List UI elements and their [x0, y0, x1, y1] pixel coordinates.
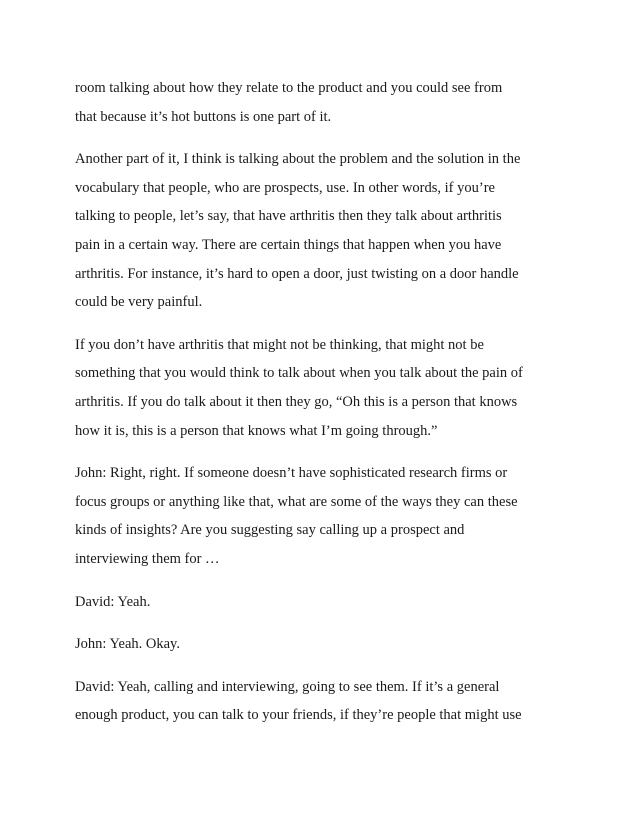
text-line: vocabulary that people, who are prospects, use. In other words, if you’re	[75, 179, 495, 196]
text-line: enough product, you can talk to your friends, if they’re people that might use	[75, 707, 522, 724]
text-line: room talking about how they relate to the product and you could see from	[75, 80, 503, 96]
text-line: could be very painful.	[75, 294, 203, 311]
paragraph-5	[75, 588, 575, 617]
text-line: something that you would think to talk about when you talk about the pain of	[75, 365, 523, 382]
paragraph-4	[75, 459, 575, 573]
paragraph-3	[75, 331, 575, 445]
text-line: pain in a certain way. There are certain things that happen when you have	[75, 236, 502, 253]
paragraph-1	[75, 74, 575, 131]
text-line: focus groups or anything like that, what are some of the ways they can these	[75, 493, 518, 510]
text-line: Another part of it, I think is talking about the problem and the solution in the	[75, 151, 521, 168]
text-line: David: Yeah.	[75, 593, 151, 610]
paragraph-7	[75, 673, 575, 730]
text-line: interviewing them for …	[75, 550, 220, 567]
text-line: If you don’t have arthritis that might not be thinking, that might not be	[75, 336, 484, 353]
text-line: arthritis. For instance, it’s hard to open a door, just twisting on a door handle	[75, 265, 519, 282]
paragraph-6	[75, 630, 575, 659]
text-line: John: Yeah. Okay.	[75, 636, 180, 653]
text-line: kinds of insights? Are you suggesting say calling up a prospect and	[75, 522, 465, 539]
transcript-text	[75, 74, 575, 744]
paragraph-2	[75, 145, 575, 317]
text-line: how it is, this is a person that knows what I’m going through.”	[75, 422, 438, 439]
text-line: John: Right, right. If someone doesn’t have sophisticated research firms or	[75, 465, 508, 482]
text-line: talking to people, let’s say, that have arthritis then they talk about arthritis	[75, 208, 502, 225]
text-line: arthritis. If you do talk about it then they go, “Oh this is a person that knows	[75, 393, 518, 410]
text-line: that because it’s hot buttons is one part of it.	[75, 108, 332, 125]
text-line: David: Yeah, calling and interviewing, going to see them. If it’s a general	[75, 678, 500, 695]
